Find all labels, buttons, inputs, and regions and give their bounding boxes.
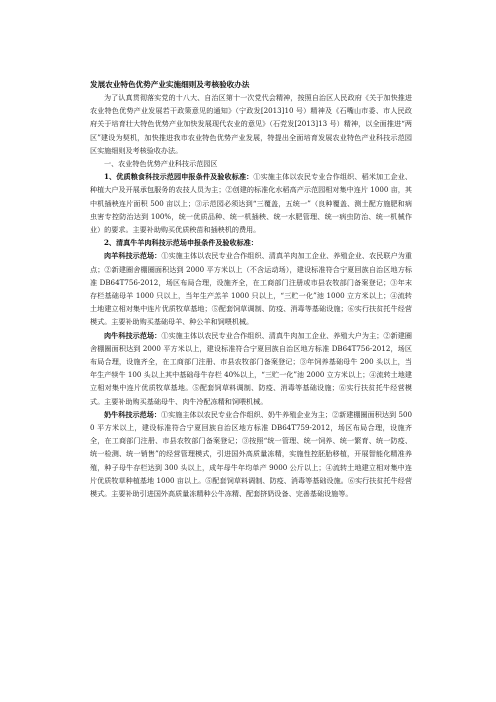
item-1-paragraph <box>90 170 412 236</box>
dairy-heading: 奶牛科技示范场： <box>104 409 162 419</box>
dairy-paragraph <box>90 408 412 500</box>
document-title: 发展农业特色优势产业实施细则及考核验收办法 <box>90 80 250 89</box>
document-body <box>90 79 412 500</box>
item-2-heading: 2、清真牛羊肉科技示范场申报条件及验收标准： <box>104 238 258 248</box>
section-heading-1: 一、农业特色优势产业科技示范园区 <box>104 159 218 169</box>
beef-sheep-text: ①实施主体以农民专业合作组织、清真羊肉加工企业、养殖企业、农民联户为重点；②新建圈舍棚圈面积达到 2000 平方米以上（不含运动场），建设标准符合宁夏回族自治区地方标准 DB64T756-2012，场区布局合理，设施齐全，在工商部门注册或市县农牧部门备案登记；③年末存栏基础母羊 1000 只以上，当年生产羔羊 1000 只以上，“三贮一化”池 1000 立方米以上；④流转土地建立相对集中连片优质牧草基地；⑤配套饲草调制、防疫、消毒等基础设施；⑥实行扶贫托牛经营模式。主要补助购买基础母羊、种公羊和饲喂机械。 <box>90 251 413 327</box>
beef-cattle-text: ①实施主体以农民专业合作组织、清真牛肉加工企业、养殖大户为主；②新建圈舍棚圈面积达到 2000 平方米以上，建设标准符合宁夏回族自治区地方标准 DB64T756-2012，场区布局合理，设施齐全，在工商部门注册、市县农牧部门备案登记；③年饲养基础母牛 200 头以上，当年生产犊牛 100 头以上其中基础母牛存栏 40%以上，“三贮一化”池 2000 立方米以上；④流转土地建立相对集中连片优质牧草基地。⑤配套饲草料调制、防疫、消毒等基础设施；⑥实行扶贫托牛经营模式。主要补助购买基础母牛、肉牛冷配冻精和饲喂机械。 <box>90 330 413 406</box>
item-1-text: ①实施主体以农民专业合作组织、稻米加工企业、种植大户及开展承包服务的农技人员为主；②创建的标准化水稻高产示范园相对集中连片 1000 亩，其中机插秧连片面积 500 亩以上；③示范园必须达到“三覆盖，五统一”（良种覆盖、测土配方施肥和病虫害专控防治达到 100%，统一优质品种、统一机插秧、统一水肥管理、统一病虫防治、统一机械作业）的要求。主要补助购买优质秧苗和插秧机的费用。 <box>90 172 412 235</box>
item-1-heading: 1、优质粮食科技示范园申报条件及验收标准： <box>104 172 254 182</box>
beef-sheep-paragraph <box>90 249 412 328</box>
intro-paragraph: 为了认真贯彻落实党的十八大、自治区第十一次党代会精神，按照自治区人民政府《关于加快推进农业特色优势产业发展若干政策意见的通知》（宁政发[2013]10 号）精神及《石嘴山市委、市人民政府关于培育壮大特色优势产业加快发展现代农业的意见》（石党发[2013]13 号）精神，以全面推进“两区”建设为契机，加快推进我市农业特色优势产业发展，特提出全面培育发展农业特色产业科技示范园区实施细则及考核验收办法。 <box>90 93 412 155</box>
beef-sheep-heading: 肉羊科技示范场： <box>104 251 162 261</box>
beef-cattle-paragraph <box>90 329 412 408</box>
beef-cattle-heading: 肉牛科技示范场： <box>104 330 162 340</box>
dairy-text: ①实施主体以农民专业合作组织、奶牛养殖企业为主；②新建棚圈面积达到 5000 平方米以上，建设标准符合宁夏回族自治区地方标准 DB64T759-2012，场区布局合理，设施齐全，在工商部门注册、市县农牧部门备案登记；③按照“统一管理、统一饲养、统一繁育、统一防疫、统一检测、统一销售”的经营管理模式，引进国外高质量冻精，实施性控胚胎移植，开展智能化精准养殖，种子母牛存栏达到 300 头以上，成年母牛年均单产 9000 公斤以上；④流转土地建立相对集中连片优质牧草种植基地 1000 亩以上。⑤配套饲草料调制、防疫、消毒等基础设施。⑥实行扶贫托牛经营模式。主要补助引进国外高质量冻精种公牛冻精、配套挤奶设备、完善基础设施等。 <box>90 409 413 499</box>
